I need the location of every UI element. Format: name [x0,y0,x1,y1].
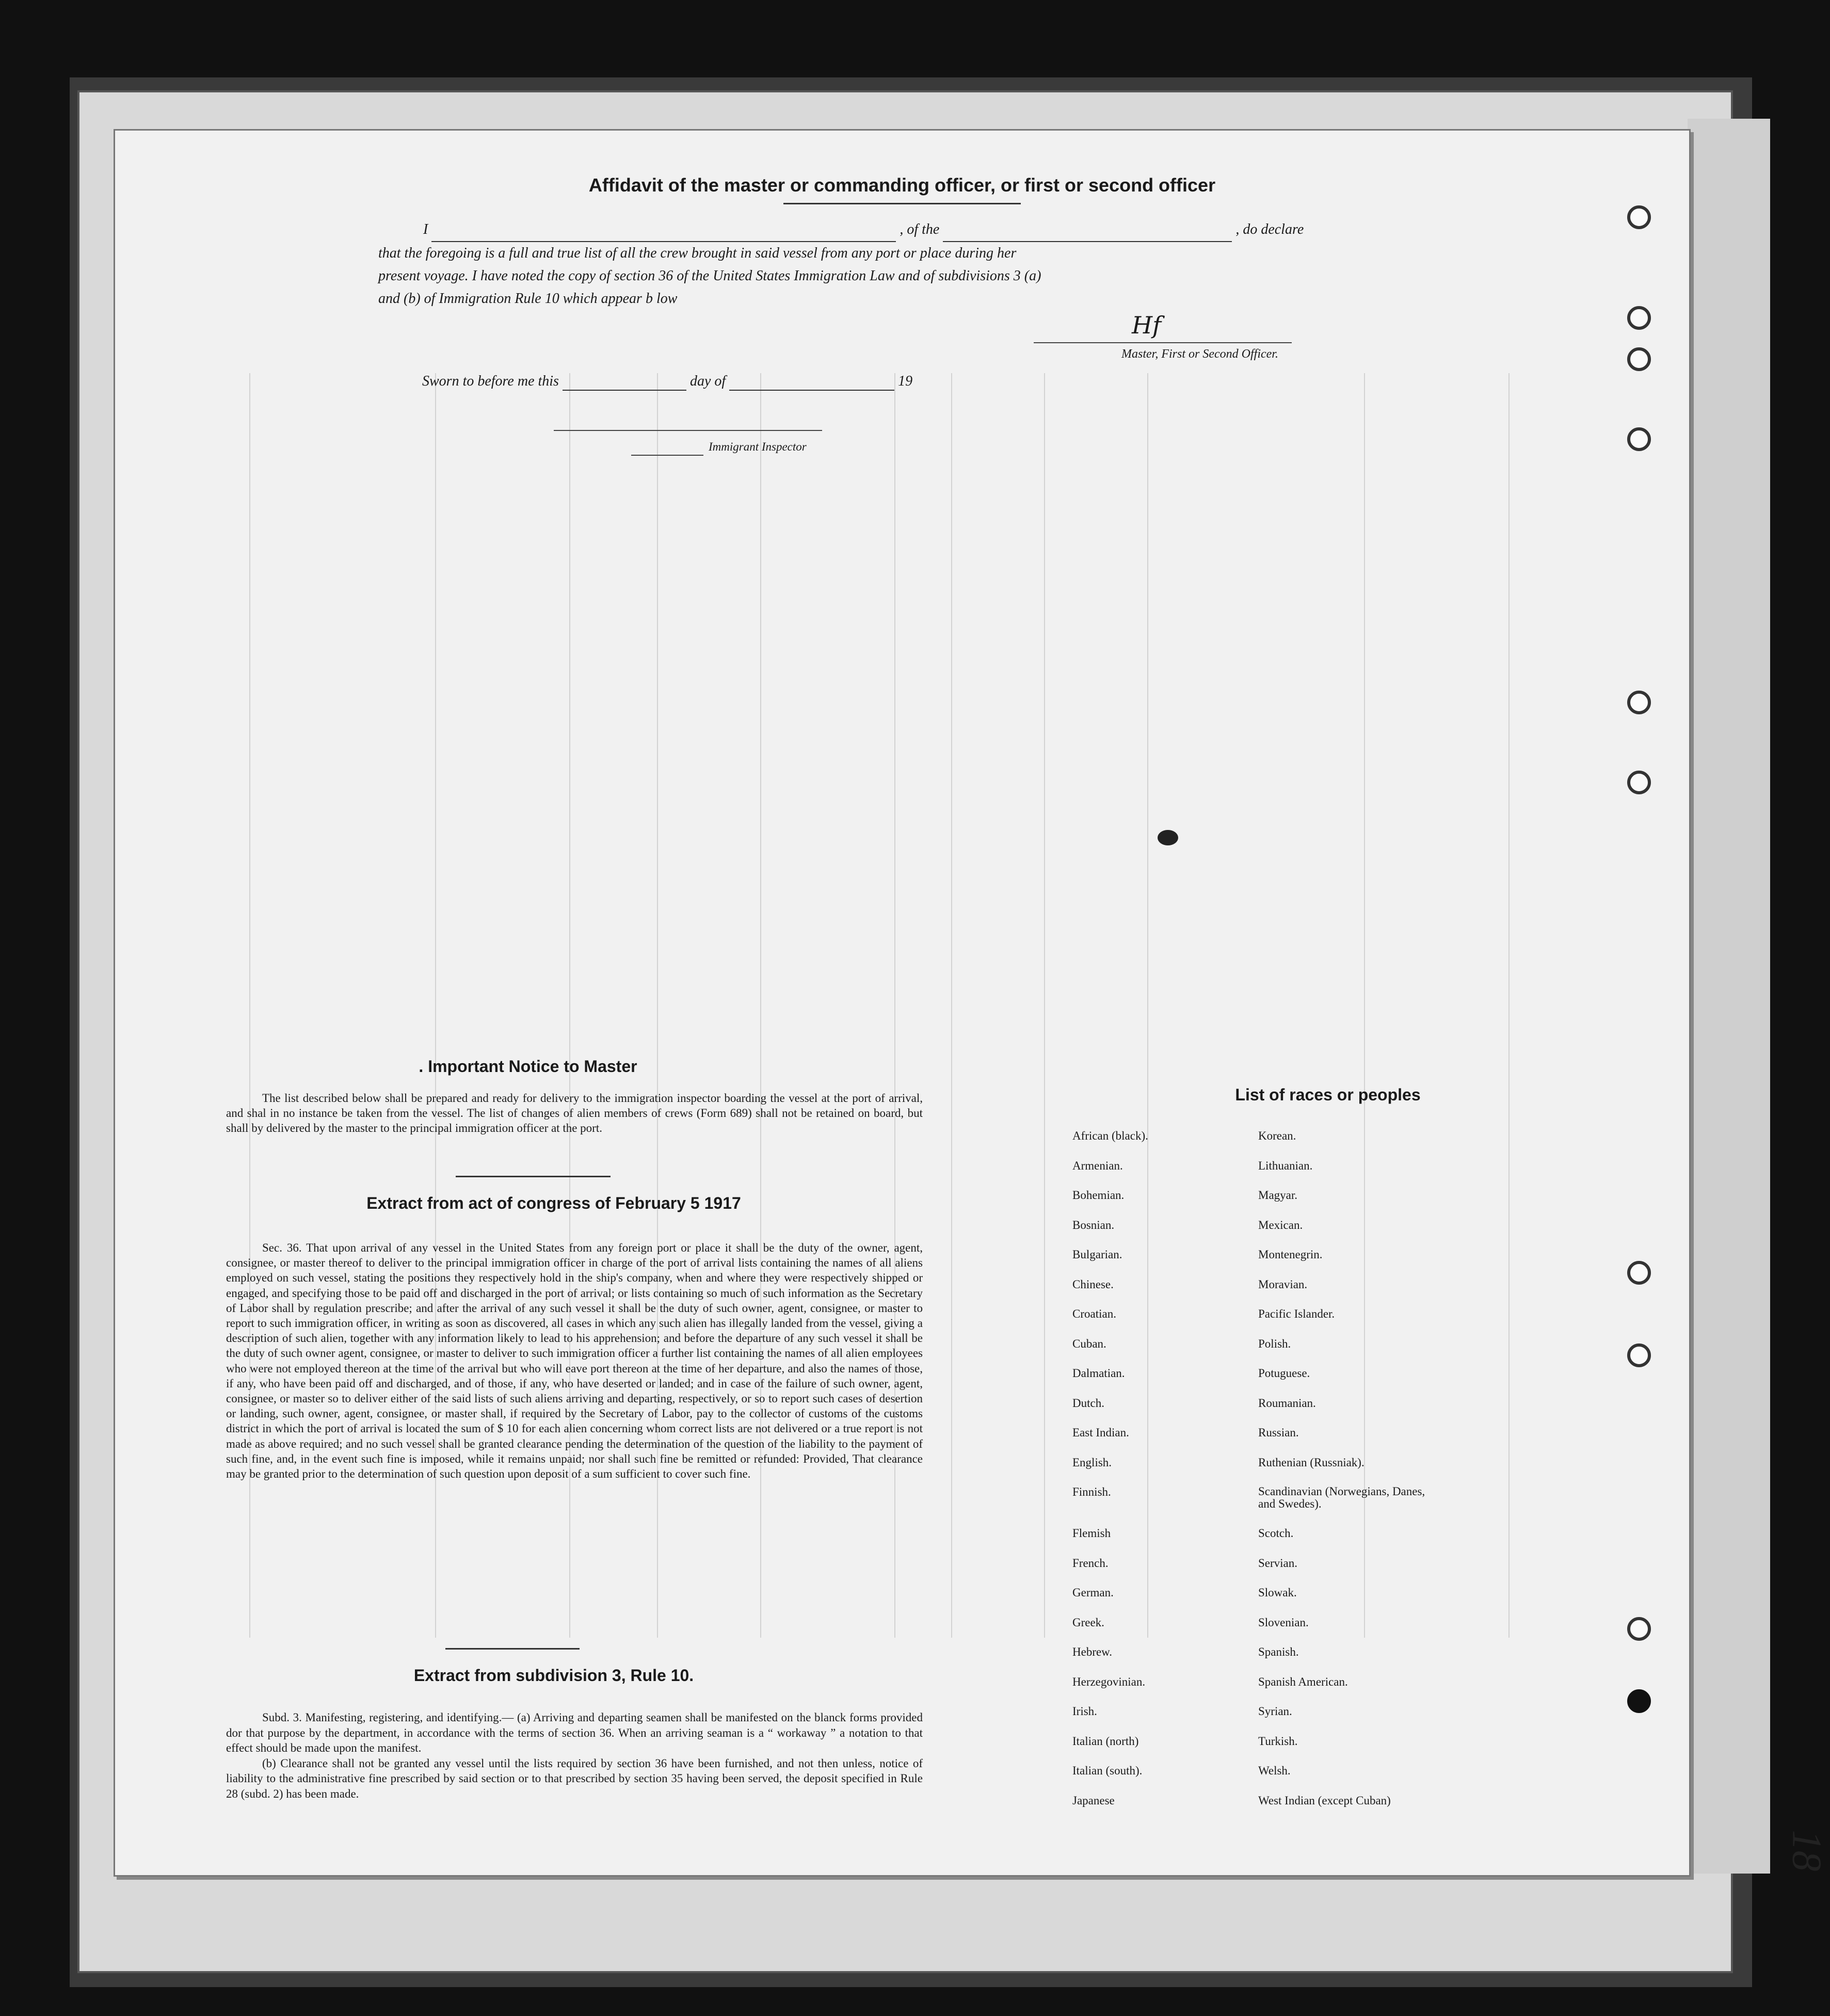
race-item: Bulgarian. [1072,1248,1122,1261]
punch-hole [1627,427,1651,451]
race-item: Bosnian. [1072,1218,1115,1231]
race-item: Bohemian. [1072,1189,1125,1202]
rule-10-text [226,1710,923,1801]
race-item: Russian. [1258,1426,1299,1439]
margin-page-number: 18 [1784,1830,1829,1871]
sworn-day-label: day of [689,373,726,389]
affidavit-text [378,218,1359,310]
race-item: Turkish. [1258,1734,1298,1748]
vessel-blank [943,218,1232,242]
race-item: Flemish [1072,1527,1111,1540]
punch-hole [1627,347,1651,371]
race-item: Herzegovinian. [1072,1675,1146,1688]
rule-10-para-b: (b) Clearance shall not be granted any vessel until the lists required by section 36 have been furnished, and not then unless, notice of liability to the administrative fine prescribed by said section or to that prescribed by section 35 having been served, the deposit specified in Rule 28 (subd. 2) has been made. [226,1756,923,1800]
signature-label: Master, First or Second Officer. [1121,347,1278,361]
race-item: Scotch. [1258,1527,1294,1540]
race-item: Croatian. [1072,1307,1116,1320]
races-column-2 [1258,1129,1428,1823]
punch-hole [1627,771,1651,794]
race-item: Chinese. [1072,1277,1114,1291]
punch-hole [1627,205,1651,229]
of-the-label: , of the [900,221,940,237]
race-item: Korean. [1258,1129,1296,1142]
race-item: Welsh. [1258,1764,1291,1777]
race-item: Spanish. [1258,1645,1299,1658]
notice-title: . Important Notice to Master [419,1057,637,1076]
signature-line [1034,342,1292,343]
race-item: Italian (north) [1072,1734,1139,1748]
title-rule [783,203,1021,204]
race-item: French. [1072,1556,1109,1570]
race-item: Mexican. [1258,1218,1303,1231]
name-blank [431,218,896,242]
affidavit-pronoun: I [423,221,428,237]
sworn-prefix: Sworn to before me this [422,373,559,389]
declare-label: , do declare [1235,221,1304,237]
race-item: Scandinavian (Norwegians, Danes, and Swedes). [1258,1485,1425,1510]
race-item: Cuban. [1072,1337,1106,1350]
inspector-signature-line [554,430,822,431]
race-item: Slowak. [1258,1586,1297,1599]
race-item: Dutch. [1072,1396,1104,1410]
rule-extract-title: Extract from subdivision 3, Rule 10. [413,1666,694,1685]
sworn-year: 19 [898,373,913,389]
affidavit-title: Affidavit of the master or commanding officer, or first or second officer [588,174,1216,196]
punch-hole [1627,1617,1651,1641]
races-title: List of races or peoples [1235,1085,1421,1104]
officer-signature: Hf [1132,311,1162,339]
race-item: English. [1072,1455,1112,1469]
affidavit-line-3: present voyage. I have noted the copy of section 36 of the United States Immigration Law and of subdivisions 3 (a) [378,268,1041,284]
race-item: Magyar. [1258,1189,1298,1202]
inspector-line-lead [631,455,703,456]
race-item: Japanese [1072,1794,1115,1807]
race-item: Potuguese. [1258,1367,1310,1380]
race-item: Hebrew. [1072,1645,1113,1658]
punch-hole [1627,306,1651,330]
underlying-page-edge [1688,119,1770,1874]
sworn-line [422,373,912,391]
affidavit-sheet [114,129,1691,1877]
race-item: Montenegrin. [1258,1248,1323,1261]
notice-text: The list described below shall be prepared and ready for delivery to the immigration inspector boarding the vessel at the port of arrival, and shal in no instance be taken from the vessel. The list of changes of alien members of crews (Form 689) shall not be retained on board, but shall by delivered by the master to the principal immigration officer at the port. [226,1092,923,1134]
divider-rule [456,1176,611,1177]
ink-spot [1158,830,1178,845]
affidavit-line-2: that the foregoing is a full and true list of all the crew brought in said vessel from any port or place during her [378,245,1017,261]
race-item: Polish. [1258,1337,1291,1350]
inspector-label: Immigrant Inspector [709,440,807,453]
race-item: Italian (south). [1072,1764,1143,1777]
race-item: Syrian. [1258,1705,1292,1718]
race-item: Servian. [1258,1556,1298,1570]
race-item: Finnish. [1072,1485,1111,1498]
divider-rule [445,1648,580,1650]
race-item: African (black). [1072,1129,1148,1142]
race-item: Slovenian. [1258,1615,1309,1629]
race-item: West Indian (except Cuban) [1258,1794,1391,1807]
race-item: Ruthenian (Russniak). [1258,1455,1365,1469]
race-item: Lithuanian. [1258,1159,1313,1172]
race-item: Spanish American. [1258,1675,1348,1688]
race-item: Armenian. [1072,1159,1123,1172]
race-item: East Indian. [1072,1426,1129,1439]
punch-hole [1627,1261,1651,1285]
rule-10-para-a: Subd. 3. Manifesting, registering, and identifying.— (a) Arriving and departing seamen shall be manifested on the blanck forms provided dor that purpose by the department, in accordance with the terms of section 36. When an arriving seaman is a “ workaway ” a notation to that effect should be made upon the manifest. [226,1711,923,1754]
race-item: Roumanian. [1258,1396,1316,1410]
sworn-day-blank [563,373,686,391]
race-item: Moravian. [1258,1277,1308,1291]
race-item: Irish. [1072,1705,1097,1718]
races-column-1 [1072,1129,1148,1823]
affidavit-line-4: and (b) of Immigration Rule 10 which appear b low [378,291,678,307]
race-item: German. [1072,1586,1114,1599]
section-36-text: Sec. 36. That upon arrival of any vessel in the United States from any foreign port or place it shall be the duty of the owner, agent, consignee, or master thereof to deliver to the principal immigration officer in charge of the port of arrival lists containing the names of all aliens employed on such vessel, stating the positions they respectively hold in the ship's company, when and where they were respectively shipped or engaged, and specifying those to be paid off and discharged in the port of arrival; or lists containing so much of such information as the Secretary of Labor shall by regulation prescribe; and after the arrival of any such vessel it shall be the duty of such owner, agent, consignee, or master to report to such immigration officer, in writing as soon as discovered, all cases in which any such alien has illegally landed from the vessel, giving a description of such alien, together with any information likely to lead to his apprehension; and before the departure of any such vessel it shall be the duty of such owner agent, consignee, or master to deliver to such immigration officer a further list containing the names of all alien employees who were not employed thereon at the time of the arrival but who will eave port thereon at the time of her departure, and also the names of those, if any, who have been paid off and discharged, and of those, if any, who have deserted or landed; and in case of the failure of such owner, agent, consignee, or master so to deliver either of the said lists of such aliens arriving and departing, respectively, or so to report such cases of desertion or landing, such owner, agent, consignee, or master shall, if required by the Secretary of Labor, pay to the collector of customs of the customs district in which the port of arrival is located the sum of $ 10 for each alien concerning whom correct lists are not delivered or a true report is not made as above required; and no such vessel shall be granted clearance pending the determination of the question of the liability to the payment of such fine, and, in the event such fine is imposed, while it remains unpaid; nor shall such fine be remitted or refunded: Provided, That clearance may be granted prior to the determination of such question upon deposit of a sum sufficient to cover such fine. [226,1241,923,1481]
punch-hole [1627,691,1651,714]
race-item: Dalmatian. [1072,1367,1125,1380]
race-item: Pacific Islander. [1258,1307,1335,1320]
race-item: Greek. [1072,1615,1104,1629]
bleed-through-grid [115,131,1689,1875]
sworn-month-blank [729,373,894,391]
punch-hole [1627,1343,1651,1367]
act-extract-title: Extract from act of congress of February 5 1917 [366,1194,741,1212]
punch-hole [1627,1689,1651,1713]
